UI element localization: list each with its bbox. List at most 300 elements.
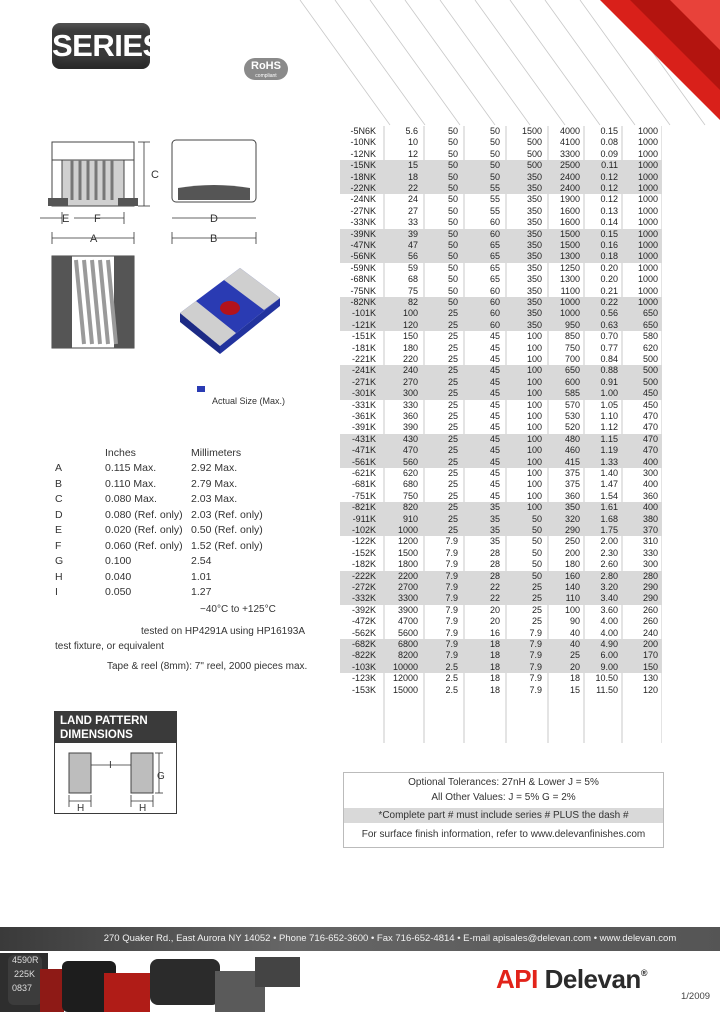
table-cell: 100 <box>526 365 542 376</box>
table-cell: 6.00 <box>600 650 618 661</box>
table-row <box>340 650 662 661</box>
part-number-cell: -911K <box>352 513 376 524</box>
table-cell: 50 <box>531 525 542 535</box>
table-cell: 375 <box>564 468 580 478</box>
table-cell: 400 <box>642 502 658 513</box>
table-cell: 50 <box>489 148 500 159</box>
table-cell: 1900 <box>559 194 580 205</box>
table-cell: 50 <box>447 285 458 296</box>
table-cell: 56 <box>407 251 418 262</box>
table-cell: 0.18 <box>600 251 618 262</box>
table-cell: 620 <box>642 342 658 353</box>
table-cell: 10 <box>407 137 418 148</box>
table-cell: 1300 <box>559 274 580 285</box>
tolerance-line4: For surface finish information, refer to www.delevanfinishes.com <box>361 829 646 840</box>
part-number-cell: -123K <box>351 673 376 684</box>
table-cell: 55 <box>489 194 500 205</box>
table-cell: 3300 <box>397 593 418 604</box>
table-cell: 50 <box>489 160 500 171</box>
table-cell: 500 <box>526 137 542 148</box>
table-cell: 375 <box>564 479 580 490</box>
table-cell: 3.20 <box>600 582 618 592</box>
table-cell: 7.9 <box>529 650 542 661</box>
table-cell: 0.12 <box>600 194 618 205</box>
table-cell: 500 <box>642 376 658 387</box>
table-cell: 24 <box>407 194 418 205</box>
table-cell: 1000 <box>637 217 658 228</box>
table-cell: 7.9 <box>445 604 458 615</box>
table-cell: 45 <box>489 354 500 364</box>
table-cell: 3.40 <box>600 593 618 604</box>
table-cell: 1600 <box>559 205 580 216</box>
table-cell: 750 <box>402 490 418 501</box>
table-cell: 11.50 <box>596 684 618 695</box>
dim-label-f: F <box>94 213 101 225</box>
table-cell: 0.15 <box>600 126 618 136</box>
table-cell: 10000 <box>392 661 418 672</box>
logo-registered: ® <box>640 968 647 978</box>
table-cell: 220 <box>402 354 418 364</box>
part-number-cell: -12NK <box>350 148 376 159</box>
table-cell: 0.09 <box>600 148 618 159</box>
table-row <box>340 297 662 308</box>
table-cell: 45 <box>489 468 500 478</box>
table-cell: 45 <box>489 433 500 444</box>
table-row <box>340 126 662 137</box>
table-cell: 350 <box>526 285 542 296</box>
part-number-cell: -18NK <box>350 171 376 182</box>
table-cell: 50 <box>447 251 458 262</box>
dim-label-e: E <box>62 213 70 225</box>
table-cell: 0.56 <box>600 308 618 319</box>
part-number-cell: -152K <box>351 547 376 558</box>
part-number-cell: -47NK <box>350 240 376 250</box>
table-cell: 4100 <box>559 137 580 148</box>
table-cell: 2.60 <box>600 559 618 570</box>
part-number-cell: -751K <box>351 490 376 501</box>
table-cell: 55 <box>489 183 500 193</box>
table-cell: 7.9 <box>529 673 542 684</box>
table-row <box>340 388 662 399</box>
table-cell: 50 <box>531 536 542 547</box>
part-number-cell: -33NK <box>350 217 376 228</box>
table-row <box>340 411 662 422</box>
side-view <box>48 142 138 206</box>
table-cell: 100 <box>526 342 542 353</box>
corner-red-ribbon <box>600 0 720 120</box>
dims-header-inches: Inches <box>105 447 136 459</box>
table-row <box>340 263 662 274</box>
table-cell: 35 <box>489 513 500 524</box>
table-cell: 400 <box>642 456 658 467</box>
table-cell: 16 <box>489 627 500 638</box>
table-cell: 0.12 <box>600 183 618 193</box>
table-cell: 1000 <box>637 251 658 262</box>
table-cell: 18 <box>489 684 500 695</box>
part-number-cell: -121K <box>351 319 376 330</box>
table-cell: 7.9 <box>445 570 458 581</box>
table-cell: 280 <box>642 570 658 581</box>
table-cell: 25 <box>447 399 458 410</box>
table-cell: 400 <box>642 479 658 490</box>
table-cell: 1000 <box>637 160 658 171</box>
table-cell: 50 <box>447 274 458 285</box>
part-number-cell: -471K <box>351 445 376 456</box>
part-number-cell: -562K <box>351 627 376 638</box>
table-cell: 25 <box>447 354 458 364</box>
part-number-cell: -561K <box>351 456 376 467</box>
table-cell: 520 <box>564 422 580 433</box>
table-cell: 50 <box>447 171 458 182</box>
table-cell: 650 <box>642 319 658 330</box>
table-cell: 4700 <box>397 616 418 627</box>
table-cell: 60 <box>489 285 500 296</box>
table-cell: 1000 <box>559 308 580 319</box>
table-cell: 4.00 <box>600 616 618 627</box>
table-row <box>340 582 662 593</box>
table-cell: 380 <box>642 513 658 524</box>
table-cell: 360 <box>402 411 418 421</box>
table-cell: 50 <box>447 297 458 307</box>
part-number-cell: -221K <box>351 354 376 364</box>
table-cell: 585 <box>564 388 580 399</box>
part-number-cell: -222K <box>351 570 376 581</box>
table-cell: 50 <box>489 171 500 182</box>
table-row <box>340 320 662 331</box>
table-cell: 25 <box>569 650 580 661</box>
component-mark-1: 4590R <box>12 955 39 965</box>
part-number-cell: -102K <box>351 525 376 535</box>
table-cell: 12000 <box>392 673 418 684</box>
table-cell: 350 <box>526 274 542 285</box>
part-number-cell: -103K <box>351 661 376 672</box>
table-cell: 330 <box>642 547 658 558</box>
table-cell: 350 <box>526 240 542 250</box>
table-cell: 320 <box>564 513 580 524</box>
table-cell: 50 <box>531 570 542 581</box>
table-cell: 1.75 <box>600 525 618 535</box>
part-number-cell: -332K <box>351 593 376 604</box>
table-row <box>340 639 662 650</box>
table-cell: 950 <box>564 319 580 330</box>
table-cell: 430 <box>402 433 418 444</box>
table-cell: 2.80 <box>600 570 618 581</box>
table-cell: 1.05 <box>600 399 618 410</box>
table-cell: 180 <box>564 559 580 570</box>
table-cell: 820 <box>402 502 418 513</box>
table-cell: 50 <box>447 240 458 250</box>
logo-api: API <box>496 964 538 994</box>
part-number-cell: -122K <box>351 536 376 547</box>
table-cell: 470 <box>642 411 658 421</box>
table-cell: 1.00 <box>600 388 618 399</box>
table-cell: 7.9 <box>529 639 542 649</box>
table-cell: 1000 <box>637 148 658 159</box>
lp-label-g: G <box>157 771 165 782</box>
tolerance-line2: All Other Values: J = 5% G = 2% <box>431 792 576 803</box>
table-row <box>340 206 662 217</box>
table-row <box>340 593 662 604</box>
table-cell: 360 <box>564 490 580 501</box>
part-number-cell: -301K <box>351 388 376 399</box>
table-row <box>340 571 662 582</box>
table-cell: 240 <box>642 627 658 638</box>
table-row <box>340 616 662 627</box>
table-cell: 1.33 <box>600 456 618 467</box>
table-cell: 28 <box>489 559 500 570</box>
table-cell: 18 <box>489 673 500 684</box>
table-cell: 580 <box>642 331 658 342</box>
table-cell: 25 <box>447 388 458 399</box>
table-cell: 25 <box>531 604 542 615</box>
part-number-cell: -271K <box>351 376 376 387</box>
table-cell: 2.5 <box>445 661 458 672</box>
table-cell: 1.54 <box>600 490 618 501</box>
table-cell: 25 <box>447 411 458 421</box>
table-cell: 100 <box>526 468 542 478</box>
table-cell: 1500 <box>397 547 418 558</box>
table-cell: 18 <box>569 673 580 684</box>
table-cell: 25 <box>447 342 458 353</box>
table-cell: 1800 <box>397 559 418 570</box>
table-cell: 450 <box>642 388 658 399</box>
table-cell: 35 <box>489 525 500 535</box>
table-cell: 50 <box>531 547 542 558</box>
table-cell: 350 <box>526 194 542 205</box>
table-cell: 100 <box>526 354 542 364</box>
table-row <box>340 331 662 342</box>
table-cell: 25 <box>447 513 458 524</box>
table-cell: 28 <box>489 570 500 581</box>
table-cell: 28 <box>489 547 500 558</box>
table-cell: 150 <box>402 331 418 342</box>
table-row <box>340 548 662 559</box>
table-cell: 18 <box>407 171 418 182</box>
table-cell: 55 <box>489 205 500 216</box>
table-cell: 100 <box>526 331 542 342</box>
table-cell: 0.12 <box>600 171 618 182</box>
lp-label-h-left: H <box>77 803 85 813</box>
table-cell: 250 <box>564 536 580 547</box>
table-row <box>340 536 662 547</box>
table-cell: 350 <box>526 319 542 330</box>
table-cell: 0.70 <box>600 331 618 342</box>
table-cell: 1300 <box>559 251 580 262</box>
table-cell: 7.9 <box>529 684 542 695</box>
component-mark-2: 225K <box>14 969 36 979</box>
footer-component-photo <box>0 951 300 1012</box>
table-cell: 3300 <box>559 148 580 159</box>
part-number-cell: -10NK <box>350 137 376 148</box>
table-cell: 45 <box>489 456 500 467</box>
table-cell: 25 <box>447 376 458 387</box>
part-number-cell: -82NK <box>350 297 376 307</box>
table-cell: 45 <box>489 342 500 353</box>
table-cell: 500 <box>642 365 658 376</box>
table-cell: 110 <box>565 593 580 604</box>
table-cell: 0.08 <box>600 137 618 148</box>
table-cell: 200 <box>642 639 658 649</box>
part-number-cell: -331K <box>351 399 376 410</box>
table-cell: 59 <box>407 262 418 273</box>
table-cell: 65 <box>489 262 500 273</box>
table-cell: 7.9 <box>445 650 458 661</box>
table-cell: 100 <box>526 422 542 433</box>
table-cell: 50 <box>447 228 458 239</box>
component-photo <box>170 258 290 358</box>
lp-label-i: I <box>109 760 112 771</box>
table-cell: 470 <box>642 445 658 456</box>
table-cell: 33 <box>407 217 418 228</box>
table-cell: 25 <box>447 365 458 376</box>
table-cell: 75 <box>407 285 418 296</box>
table-cell: 180 <box>402 342 418 353</box>
table-cell: 40 <box>569 627 580 638</box>
table-cell: 1000 <box>637 183 658 193</box>
table-cell: 45 <box>489 331 500 342</box>
table-cell: 45 <box>489 388 500 399</box>
table-cell: 310 <box>642 536 658 547</box>
table-cell: 1.10 <box>600 411 618 421</box>
table-cell: 25 <box>531 593 542 604</box>
table-cell: 1500 <box>521 126 542 136</box>
table-row <box>340 251 662 262</box>
table-row <box>340 605 662 616</box>
table-cell: 50 <box>531 559 542 570</box>
table-row <box>340 434 662 445</box>
table-cell: 100 <box>526 490 542 501</box>
table-cell: 350 <box>564 502 580 513</box>
table-cell: 680 <box>402 479 418 490</box>
table-cell: 1.47 <box>600 479 618 490</box>
table-row <box>340 422 662 433</box>
component-mark-3: 0837 <box>12 983 33 993</box>
table-row <box>340 400 662 411</box>
part-number-cell: -153K <box>351 684 376 695</box>
table-cell: 8200 <box>397 650 418 661</box>
rohs-label: RoHS <box>251 60 281 72</box>
table-cell: 1000 <box>637 297 658 307</box>
table-cell: 1.15 <box>600 433 618 444</box>
table-cell: 1100 <box>560 285 580 296</box>
table-cell: 1000 <box>637 262 658 273</box>
part-number-cell: -472K <box>351 616 376 627</box>
table-cell: 20 <box>489 616 500 627</box>
table-cell: 45 <box>489 445 500 456</box>
test-note-line1: tested on HP4291A using HP16193A <box>141 626 306 637</box>
table-cell: 910 <box>402 513 418 524</box>
table-row <box>340 137 662 148</box>
table-cell: 7.9 <box>445 559 458 570</box>
table-cell: 100 <box>526 388 542 399</box>
table-cell: 1000 <box>559 297 580 307</box>
table-cell: 2.30 <box>600 547 618 558</box>
table-cell: 1600 <box>559 217 580 228</box>
part-number-cell: -181K <box>351 342 376 353</box>
table-row <box>340 217 662 228</box>
table-cell: 500 <box>642 354 658 364</box>
table-cell: 100 <box>564 604 580 615</box>
table-cell: 4000 <box>559 126 580 136</box>
table-cell: 200 <box>564 547 580 558</box>
table-cell: 2200 <box>397 570 418 581</box>
table-cell: 0.16 <box>600 240 618 250</box>
dim-label-c: C <box>151 169 159 181</box>
table-cell: 260 <box>642 604 658 615</box>
table-cell: 350 <box>526 308 542 319</box>
table-cell: 50 <box>447 137 458 148</box>
table-cell: 350 <box>526 251 542 262</box>
table-cell: 350 <box>526 183 542 193</box>
table-cell: 270 <box>402 376 418 387</box>
table-cell: 50 <box>447 217 458 228</box>
table-cell: 7.9 <box>445 593 458 604</box>
table-row <box>340 525 662 536</box>
table-cell: 100 <box>526 411 542 421</box>
table-cell: 470 <box>642 422 658 433</box>
table-cell: 45 <box>489 490 500 501</box>
table-row <box>340 491 662 502</box>
table-cell: 650 <box>642 308 658 319</box>
table-cell: 4.00 <box>600 627 618 638</box>
table-row <box>340 229 662 240</box>
table-cell: 1500 <box>559 228 580 239</box>
rohs-sub-label: compliant <box>255 73 277 79</box>
table-cell: 50 <box>447 126 458 136</box>
packaging-note: Tape & reel (8mm): 7" reel, 2000 pieces max. <box>107 661 308 672</box>
table-cell: 500 <box>526 148 542 159</box>
table-cell: 350 <box>526 217 542 228</box>
part-number-cell: -621K <box>351 468 376 478</box>
part-number-cell: -682K <box>351 639 376 649</box>
table-row <box>340 354 662 365</box>
table-cell: 350 <box>526 171 542 182</box>
table-cell: 470 <box>402 445 418 456</box>
table-cell: 0.77 <box>600 342 618 353</box>
table-row <box>340 343 662 354</box>
table-cell: 100 <box>526 399 542 410</box>
table-row <box>340 160 662 171</box>
tolerance-line3: *Complete part # must include series # PLUS the dash # <box>344 808 663 823</box>
table-cell: 140 <box>564 582 580 592</box>
table-cell: 45 <box>489 376 500 387</box>
table-cell: 100 <box>526 376 542 387</box>
table-cell: 50 <box>531 513 542 524</box>
table-cell: 150 <box>642 661 658 672</box>
table-cell: 130 <box>642 673 658 684</box>
part-number-cell: -241K <box>351 365 376 376</box>
land-pattern-title <box>54 711 176 743</box>
part-number-cell: -68NK <box>350 274 376 285</box>
series-badge: SERIES <box>52 23 150 69</box>
table-cell: 65 <box>489 240 500 250</box>
dim-label-d: D <box>210 213 218 225</box>
table-cell: 0.15 <box>600 228 618 239</box>
table-cell: 3.60 <box>600 604 618 615</box>
table-row <box>340 468 662 479</box>
table-row <box>340 479 662 490</box>
table-cell: 15 <box>569 684 580 695</box>
part-number-cell: -5N6K <box>350 126 376 136</box>
table-row <box>340 685 662 696</box>
table-cell: 25 <box>447 308 458 319</box>
end-view <box>172 140 256 202</box>
land-pattern-diagram <box>55 743 175 813</box>
table-row <box>340 194 662 205</box>
table-cell: 25 <box>447 319 458 330</box>
table-row <box>340 514 662 525</box>
table-cell: 39 <box>407 228 418 239</box>
